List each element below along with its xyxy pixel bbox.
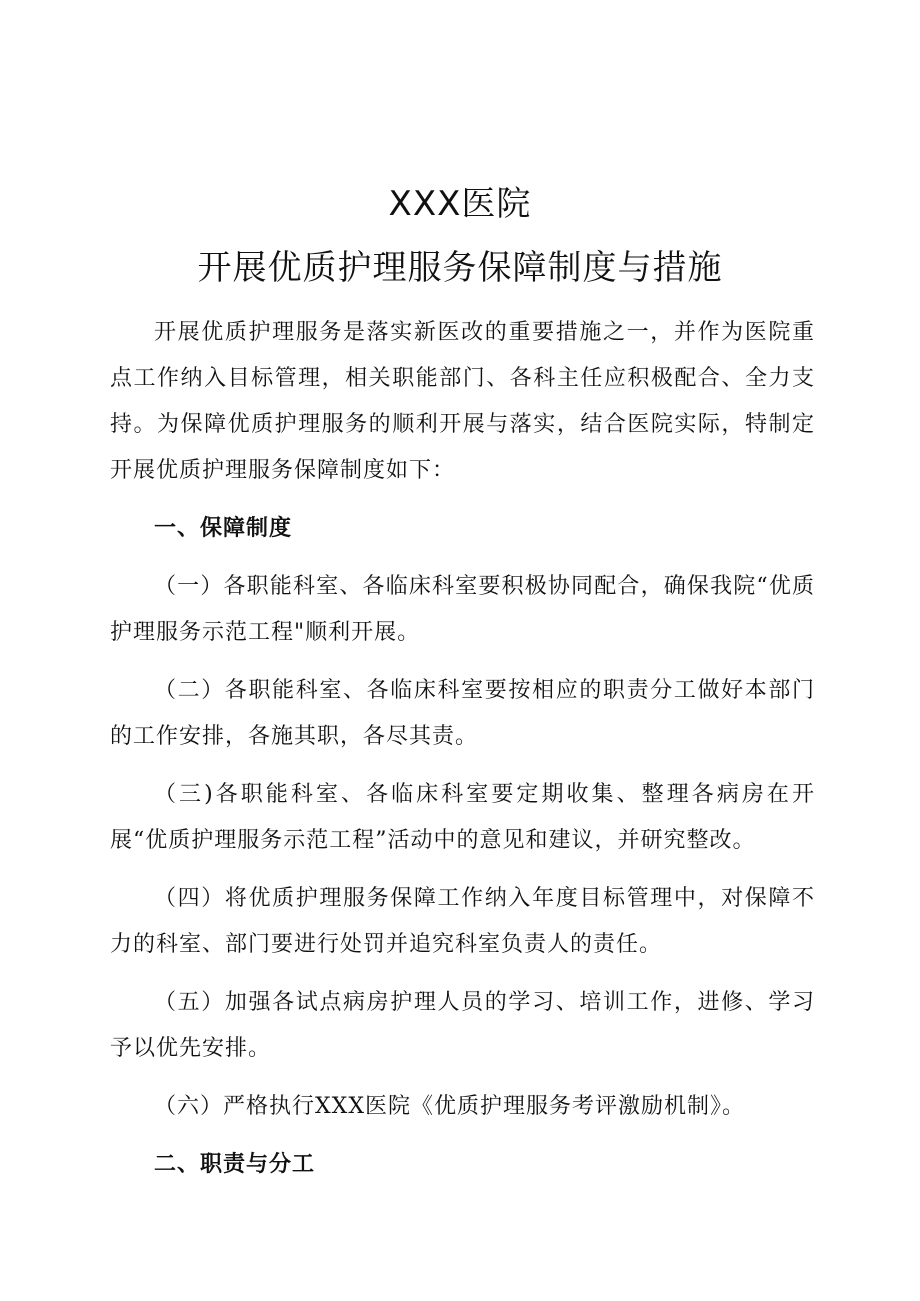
- document-title-hospital: XXX医院: [388, 184, 532, 224]
- section-heading-guarantee-system: 一、保障制度: [154, 516, 293, 541]
- list-item: （一）各职能科室、各临床科室要积极协同配合，确保我院“优质护理服务示范工程"顺利开展。: [110, 574, 815, 645]
- list-item: （三)各职能科室、各临床科室要定期收集、整理各病房在开展“优质护理服务示范工程”活动中的意见和建议，并研究整改。: [110, 782, 815, 853]
- list-item: （四）将优质护理服务保障工作纳入年度目标管理中，对保障不力的科室、部门要进行处罚并追究科室负责人的责任。: [110, 886, 815, 957]
- document-title: 开展优质护理服务保障制度与措施: [197, 248, 723, 288]
- list-item: （五）加强各试点病房护理人员的学习、培训工作，进修、学习予以优先安排。: [110, 990, 815, 1061]
- intro-paragraph: 开展优质护理服务是落实新医改的重要措施之一，并作为医院重点工作纳入目标管理，相关职能部门、各科主任应积极配合、全力支持。为保障优质护理服务的顺利开展与落实，结合医院实际，特制定开展优质护理服务保障制度如下：: [110, 320, 815, 483]
- section-heading-duties: 二、职责与分工: [154, 1152, 316, 1177]
- list-item: （二）各职能科室、各临床科室要按相应的职责分工做好本部门的工作安排，各施其职，各尽其责。: [110, 678, 815, 749]
- list-item: （六）严格执行XXX医院《优质护理服务考评激励机制》。: [154, 1094, 745, 1119]
- document-body: [110, 310, 815, 1188]
